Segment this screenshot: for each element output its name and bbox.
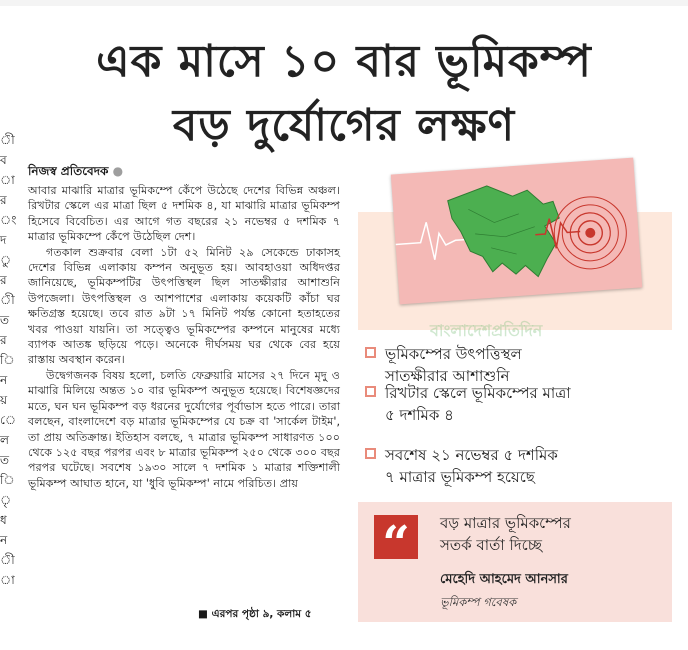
edge-char: ব [0,153,7,167]
square-bullet-icon [365,347,376,358]
highlight-line: সবশেষ ২১ নভেম্বর ৫ দশমিক [385,446,558,464]
edge-char: ং [0,213,17,227]
square-bullet-icon [365,386,376,397]
highlight-line: রিখটার স্কেলে ভূমিকম্পের মাত্রা [385,384,571,402]
highlight-item [385,382,571,426]
highlight-item [385,343,522,387]
headline-line-2: বড় দুর্যোগের লক্ষণ [172,100,516,151]
edge-char: র [0,333,7,347]
edge-char: া [0,573,15,587]
edge-char: ি [0,353,15,367]
edge-char: ৃ [0,493,12,507]
highlight-item [385,444,558,488]
top-strip [0,0,688,6]
continuation-note: ■ এরপর পৃষ্ঠা ৯, কলাম ৫ [198,608,312,620]
edge-char: ত [0,313,10,327]
quote-mark-icon: “ [374,515,418,559]
body-paragraph: উদ্বেগজনক বিষয় হলো, চলতি ফেব্রুয়ারি মাসের ২৭ দিনে মৃদু ও মাঝারি মিলিয়ে অন্তত ১০ বার ভূমিকম্প অনুভূত হয়েছে। বিশেষজ্ঞদের মতে, ঘন ঘন ভূমিকম্প বড় ধরনের দুর্যোগের পূর্বাভাস হতে পারে। তারা বলছেন, বাংলাদেশে বড় মাত্রার ভূমিকম্পের যে চক্র বা 'সার্কেল টাইম', তা প্রায় অতিক্রান্ত। ইতিহাস বলছে, ৭ মাত্রার ভূমিকম্প সাধারণত ১০০ থেকে ১২৫ বছর পরপর এবং ৮ মাত্রার ভূমিকম্প ২৫০ থেকে ৩০০ বছর পরপর ঘটেছে। সবশেষ ১৯৩০ সালে ৭ দশমিক ১ মাত্রার শক্তিশালী ভূমিকম্প আঘাত হানে, যা 'ধুবি ভূমিকম্প' নামে পরিচিত। প্রায় [28,368,340,490]
byline-bullet-icon: ● [112,164,124,178]
edge-char: ী [0,293,15,307]
quote-author-role: ভূমিকম্প গবেষক [440,595,517,609]
edge-char: ে [0,413,17,427]
edge-char: য় [0,393,8,407]
edge-char: ী [0,553,15,567]
watermark: বাংলাদেশপ্রতিদিন [430,321,543,340]
edge-char: া [0,173,15,187]
edge-char: দ [0,233,7,247]
edge-char: ত [0,453,10,467]
edge-char: র [0,193,7,207]
edge-char: ধ [0,513,7,527]
byline [28,163,123,183]
seismograph-line [394,220,466,263]
quote-line: সতর্ক বার্তা দিচ্ছে [440,536,542,554]
headline-line-1: এক মাসে ১০ বার ভূমিকম্প [96,36,592,87]
body-paragraph: গতকাল শুক্রবার বেলা ১টা ৫২ মিনিট ২৯ সেকেন্ডে ঢাকাসহ দেশের বিভিন্ন এলাকায় কম্পন অনুভূত হয়। আবহাওয়া অধিদপ্তর জানিয়েছে, ভূমিকম্পটির উৎপত্তিস্থল ছিল সাতক্ষীরার আশাশুনি উপজেলা। উৎপত্তিস্থল ও আশপাশের এলাকায় কয়েকটি কাঁচা ঘর ক্ষতিগ্রস্ত হয়েছে। তবে রাত ৯টা ১৭ মিনিট পর্যন্ত কোনো হতাহতের খবর পাওয়া যায়নি। তা সত্ত্বেও ভূমিকম্পের কম্পনে মানুষের মধ্যে ব্যাপক আতঙ্ক ছড়িয়ে পড়ে। অনেকে দীর্ঘসময় ঘর থেকে বের হয়ে রাস্তায় অবস্থান করেন। [28,245,340,367]
edge-char: ী [0,133,15,147]
highlight-line: ৫ দশমিক ৪ [385,406,454,424]
edge-char: ন [0,373,8,387]
bangladesh-map-illustration [391,158,642,305]
body-paragraph: আবার মাঝারি মাত্রার ভূমিকম্পে কেঁপে উঠেছে দেশের বিভিন্ন অঞ্চল। রিখটার স্কেলে এর মাত্রা ছিল ৫ দশমিক ৪, যা মাঝারি মাত্রার ভূমিকম্প হিসেবে বিবেচিত। এর আগে গত বছরের ২১ নভেম্বর ৫ দশমিক ৭ মাত্রার ভূমিকম্পে কেঁপে উঠেছিল দেশ। [28,184,340,244]
epicenter-rings-icon [552,194,629,271]
highlight-line: সাতক্ষীরার আশাশুনি [385,367,510,385]
edge-char: ন [0,533,8,547]
adjacent-column-edge [0,130,17,590]
edge-char: ু [0,253,12,267]
quote-text [440,512,571,556]
edge-char: ি [0,473,15,487]
article-body [28,183,340,491]
highlight-line: ভূমিকম্পের উৎপত্তিস্থল [385,345,522,363]
highlight-line: ৭ মাত্রার ভূমিকম্প হয়েছে [385,468,535,486]
square-bullet-icon [365,448,376,459]
quote-author-name: মেহেদি আহমেদ আনসার [440,572,568,587]
edge-char: ল [0,433,9,447]
edge-char: র [0,273,7,287]
byline-text: নিজস্ব প্রতিবেদক [28,164,109,178]
earthquake-map-graphic [391,158,642,305]
quote-line: বড় মাত্রার ভূমিকম্পের [440,514,571,532]
